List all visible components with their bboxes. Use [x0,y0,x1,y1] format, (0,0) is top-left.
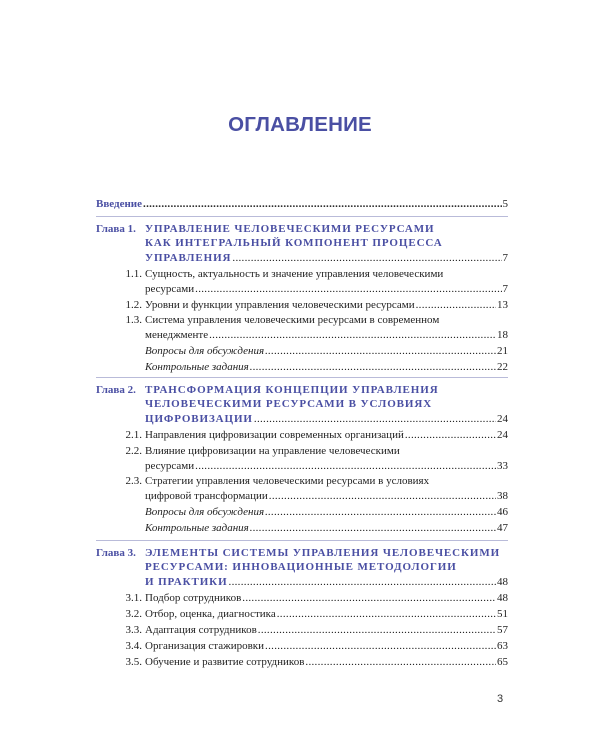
toc-page-number: 24 [497,429,508,442]
chapter-title-line[interactable]: ЭЛЕМЕНТЫ СИСТЕМЫ УПРАВЛЕНИЯ ЧЕЛОВЕЧЕСКИМИ [145,547,501,559]
chapter-label: Глава 2. [96,384,136,396]
section-number: 1.1. [125,268,142,281]
chapter-label: Глава 3. [96,547,136,559]
section-title: Обучение и развитие сотрудников [145,655,305,668]
section-title-line[interactable]: Сущность, актуальность и значение управления человеческими [145,268,444,281]
toc-page-number: 13 [497,298,508,311]
page-number: 3 [497,693,504,705]
chapter-title-line[interactable]: ТРАНСФОРМАЦИЯ КОНЦЕПЦИИ УПРАВЛЕНИЯ [145,384,439,396]
dot-leader [250,521,496,535]
divider [96,540,508,541]
section-title: Отбор, оценка, диагностика [145,608,276,621]
toc-entry-section[interactable] [145,607,508,621]
chapter-title-line[interactable]: РЕСУРСАМИ: ИННОВАЦИОННЫЕ МЕТОДОЛОГИИ [145,561,457,574]
section-number: 2.3. [125,475,142,488]
chapter-title-line[interactable] [145,575,508,589]
section-title: Контрольные задания [145,360,249,373]
toc-page-number: 33 [497,459,508,472]
dot-leader [305,655,496,669]
toc-entry-introduction[interactable] [96,197,508,211]
section-title: Уровни и функции управления человеческими ресурсами [145,298,415,311]
toc-entry-section[interactable] [145,591,508,605]
toc-page-number: 57 [497,624,508,636]
dot-leader [195,282,501,296]
dot-leader [416,298,496,312]
chapter-title-line[interactable] [145,251,508,265]
dot-leader [258,623,496,637]
chapter-label: Глава 1. [96,223,136,235]
section-number: 3.1. [125,592,142,605]
toc-entry-section[interactable] [145,328,508,342]
dot-leader [242,591,496,605]
toc-page-number: 18 [497,328,508,341]
chapter-title-line[interactable]: КАК ИНТЕГРАЛЬНЫЙ КОМПОНЕНТ ПРОЦЕССА [145,237,443,250]
dot-leader [277,607,496,621]
toc-page-number: 47 [497,521,508,534]
divider [96,216,508,217]
toc-page-number: 7 [502,251,508,264]
section-title: ресурсами [145,282,195,295]
chapter-title-text: И ПРАКТИКИ [145,575,228,588]
toc-entry-section[interactable] [145,344,508,358]
toc-entry-section[interactable] [145,282,508,296]
section-title: Подбор сотрудников [145,592,242,605]
toc-page-number: 51 [497,608,508,621]
section-title: Вопросы для обсуждения [145,505,265,518]
section-number: 2.1. [125,429,142,442]
dot-leader [232,251,501,265]
section-title: Контрольные задания [145,521,249,534]
toc-entry-section[interactable] [145,521,508,535]
section-title-line[interactable]: Влияние цифровизации на управление человеческими [145,445,400,458]
section-title-line[interactable]: Стратегии управления человеческими ресурсами в условиях [145,475,430,488]
toc-page-number: 5 [502,198,508,210]
dot-leader [265,639,496,653]
toc-entry-section[interactable] [145,459,508,473]
section-number: 3.3. [125,624,142,636]
toc-entry-section[interactable] [145,428,508,442]
section-title: Адаптация сотрудников [145,624,257,636]
chapter-title-text: ЦИФРОВИЗАЦИИ [145,412,253,425]
toc-page-number: 46 [497,505,508,518]
section-title-line[interactable]: Система управления человеческими ресурсами в современном [145,314,440,327]
toc-page-number: 24 [497,412,508,425]
toc-page-number: 65 [497,655,508,668]
section-number: 3.2. [125,608,142,621]
section-number: 1.3. [125,314,142,327]
dot-leader [195,459,496,473]
section-title: цифровой трансформации [145,489,268,502]
toc-entry-label: Введение [96,198,143,210]
dot-leader [265,344,496,358]
section-title: ресурсами [145,459,195,472]
toc-entry-section[interactable] [145,623,508,637]
toc-page-number: 63 [497,639,508,652]
dot-leader [269,489,496,503]
section-number: 3.5. [125,655,142,668]
toc-entry-section[interactable] [145,360,508,374]
toc-page-number: 21 [497,344,508,357]
dot-leader [405,428,496,442]
dot-leader [250,360,496,374]
toc-page-number: 48 [497,575,508,588]
chapter-title-line[interactable]: УПРАВЛЕНИЕ ЧЕЛОВЕЧЕСКИМИ РЕСУРСАМИ [145,223,435,235]
section-title: менеджменте [145,328,209,341]
toc-page-number: 48 [497,592,508,605]
toc-entry-section[interactable] [145,505,508,519]
toc-page-number: 22 [497,360,508,373]
page-title: ОГЛАВЛЕНИЕ [228,113,372,136]
dot-leader [209,328,496,342]
chapter-title-line[interactable]: ЧЕЛОВЕЧЕСКИМИ РЕСУРСАМИ В УСЛОВИЯХ [145,398,433,411]
section-title: Направления цифровизации современных организаций [145,429,404,442]
toc-entry-section[interactable] [145,655,508,669]
toc-page-number: 7 [502,282,508,295]
toc-entry-section[interactable] [145,489,508,503]
toc-page-number: 38 [497,489,508,502]
toc-entry-section[interactable] [145,639,508,653]
section-number: 2.2. [125,445,142,458]
dot-leader [254,412,496,426]
dot-leader [265,505,496,519]
divider [96,377,508,378]
section-title: Вопросы для обсуждения [145,344,265,357]
chapter-title-text: УПРАВЛЕНИЯ [145,251,232,264]
toc-entry-section[interactable] [145,298,508,312]
chapter-title-line[interactable] [145,412,508,426]
section-number: 3.4. [125,639,142,652]
section-title: Организация стажировки [145,639,265,652]
section-number: 1.2. [125,298,142,311]
dot-leader [229,575,496,589]
dot-leader [143,197,501,211]
